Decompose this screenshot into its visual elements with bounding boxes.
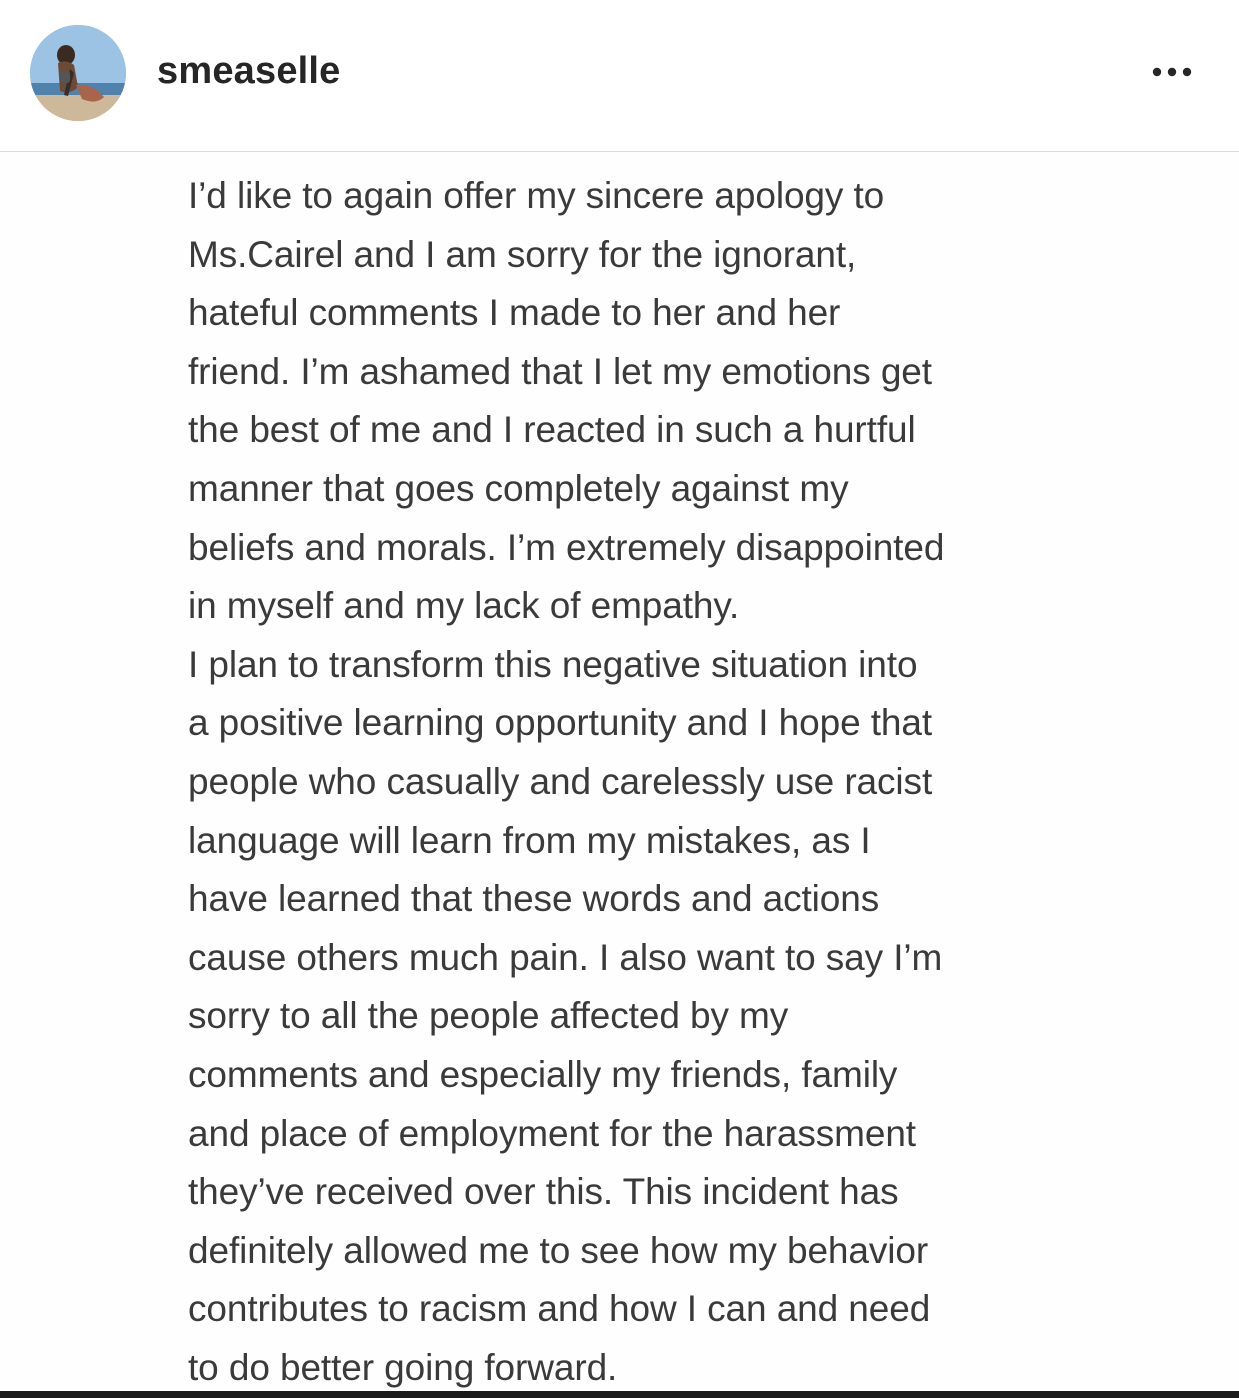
bottom-divider	[0, 1391, 1239, 1398]
caption-line: a positive learning opportunity and I hope that	[188, 702, 933, 744]
caption-line: cause others much pain. I also want to say I’m	[188, 936, 943, 978]
caption-line: hateful comments I made to her and her	[188, 292, 841, 334]
caption-line: people who casually and carelessly use racist	[188, 760, 933, 802]
caption-line: the best of me and I reacted in such a hurtful	[188, 409, 916, 451]
caption-line: manner that goes completely against my	[188, 467, 849, 509]
post-caption	[188, 167, 1088, 1397]
caption-line: they’ve received over this. This incident has	[188, 1171, 899, 1213]
profile-photo-icon	[30, 25, 126, 121]
caption-line: language will learn from my mistakes, as I	[188, 819, 871, 861]
caption-line: contributes to racism and how I can and need	[188, 1288, 931, 1330]
caption-line: sorry to all the people affected by my	[188, 995, 789, 1037]
caption-line: I plan to transform this negative situation into	[188, 643, 918, 685]
post-header	[0, 0, 1239, 152]
more-options-icon[interactable]	[1146, 52, 1206, 92]
caption-line: to do better going forward.	[188, 1346, 618, 1388]
caption-line: definitely allowed me to see how my behavior	[188, 1229, 929, 1271]
caption-line: beliefs and morals. I’m extremely disappointed	[188, 526, 945, 568]
caption-line: in myself and my lack of empathy.	[188, 585, 740, 627]
caption-line: I’d like to again offer my sincere apology to	[188, 175, 885, 216]
caption-line: have learned that these words and actions	[188, 878, 880, 920]
caption-line: and place of employment for the harassment	[188, 1112, 916, 1154]
caption-line: friend. I’m ashamed that I let my emotions get	[188, 350, 932, 392]
avatar[interactable]	[30, 25, 126, 121]
post-content	[0, 153, 1239, 1391]
caption-line: Ms.Cairel and I am sorry for the ignorant,	[188, 233, 857, 275]
username-link[interactable]: smeaselle	[157, 50, 341, 92]
caption-line: comments and especially my friends, family	[188, 1053, 898, 1095]
